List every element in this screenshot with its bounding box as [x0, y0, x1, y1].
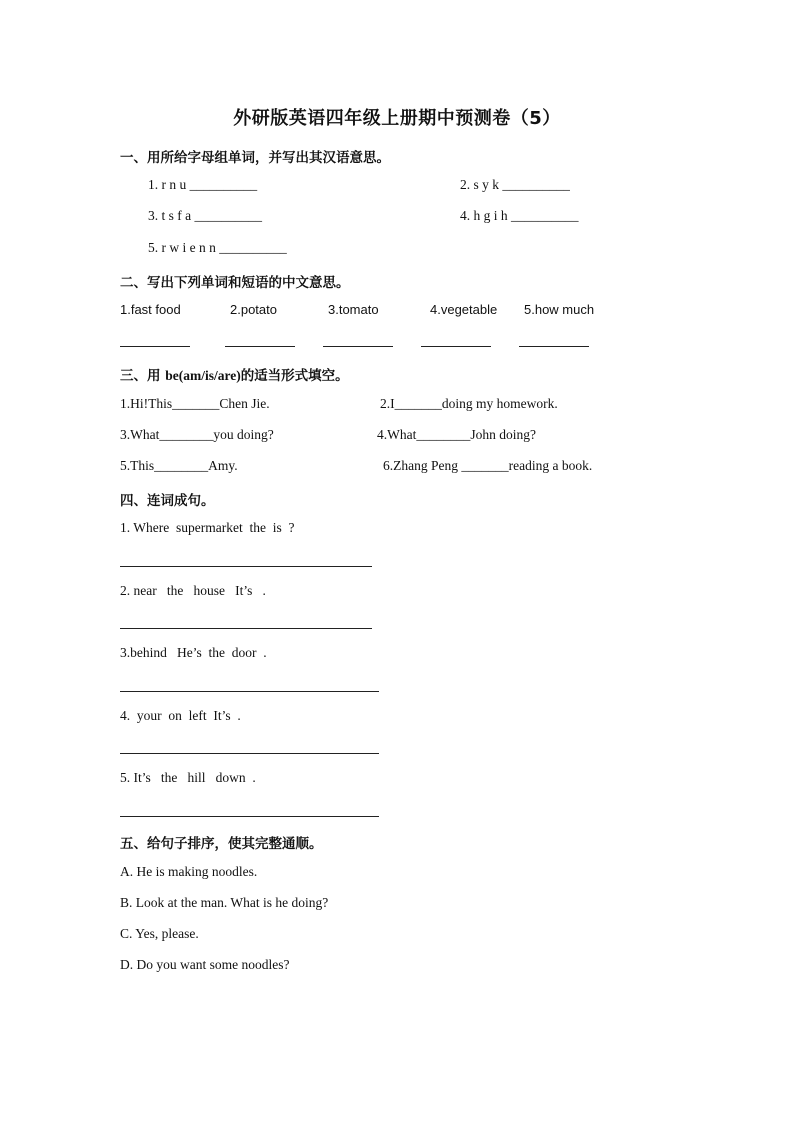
s2-word-1: 1.fast food: [120, 302, 181, 317]
s4-item-1: 1. Where supermarket the is ?: [120, 520, 295, 535]
answer-line: [225, 346, 295, 347]
section-4-heading: 四、连词成句。: [120, 493, 215, 509]
section-3-heading: [120, 364, 349, 384]
s4-item-3: 3.behind He’s the door .: [120, 645, 267, 660]
section-2-heading: 二、写出下列单词和短语的中文意思。: [120, 275, 350, 291]
answer-line: [421, 346, 491, 347]
s3-heading-pre: 三、用: [120, 368, 166, 384]
s5-item-c: C. Yes, please.: [120, 926, 199, 941]
s4-item-2: 2. near the house It’s .: [120, 583, 266, 598]
s2-word-4: 4.vegetable: [430, 302, 498, 317]
answer-line: [120, 691, 379, 692]
s1-item-5: 5. r w i e n n __________: [148, 240, 287, 255]
s5-item-d: D. Do you want some noodles?: [120, 957, 290, 972]
answer-line: [323, 346, 393, 347]
s4-item-5: 5. It’s the hill down .: [120, 770, 256, 785]
s3-item-4: 4.What________John doing?: [377, 427, 536, 442]
s4-item-4: 4. your on left It’s .: [120, 708, 241, 723]
answer-line: [120, 628, 372, 629]
s3-heading-latin: be(am/is/are): [165, 368, 241, 383]
section-5-heading: 五、给句子排序，使其完整通顺。: [120, 836, 323, 852]
answer-line: [120, 816, 379, 817]
s3-item-3: 3.What________you doing?: [120, 427, 274, 442]
s1-item-4: 4. h g i h __________: [460, 208, 579, 223]
s1-item-3: 3. t s f a __________: [148, 208, 262, 223]
answer-line: [120, 346, 190, 347]
answer-line: [120, 566, 372, 567]
page-title: 外研版英语四年级上册期中预测卷（5）: [233, 108, 561, 129]
s5-item-b: B. Look at the man. What is he doing?: [120, 895, 329, 910]
answer-line: [519, 346, 589, 347]
s2-word-3: 3.tomato: [328, 302, 379, 317]
s5-item-a: A. He is making noodles.: [120, 864, 258, 879]
s1-item-1: 1. r n u __________: [148, 177, 258, 192]
answer-line: [120, 753, 379, 754]
s3-item-5: 5.This________Amy.: [120, 458, 238, 473]
s3-item-1: 1.Hi!This_______Chen Jie.: [120, 396, 270, 411]
s2-word-5: 5.how much: [524, 302, 595, 317]
section-1-heading: 一、用所给字母组单词，并写出其汉语意思。: [120, 150, 390, 166]
s3-item-6: 6.Zhang Peng _______reading a book.: [383, 458, 593, 473]
s2-word-2: 2.potato: [230, 302, 277, 317]
s1-item-2: 2. s y k __________: [460, 177, 570, 192]
s3-heading-post: 的适当形式填空。: [240, 368, 349, 384]
s3-item-2: 2.I_______doing my homework.: [380, 396, 558, 411]
